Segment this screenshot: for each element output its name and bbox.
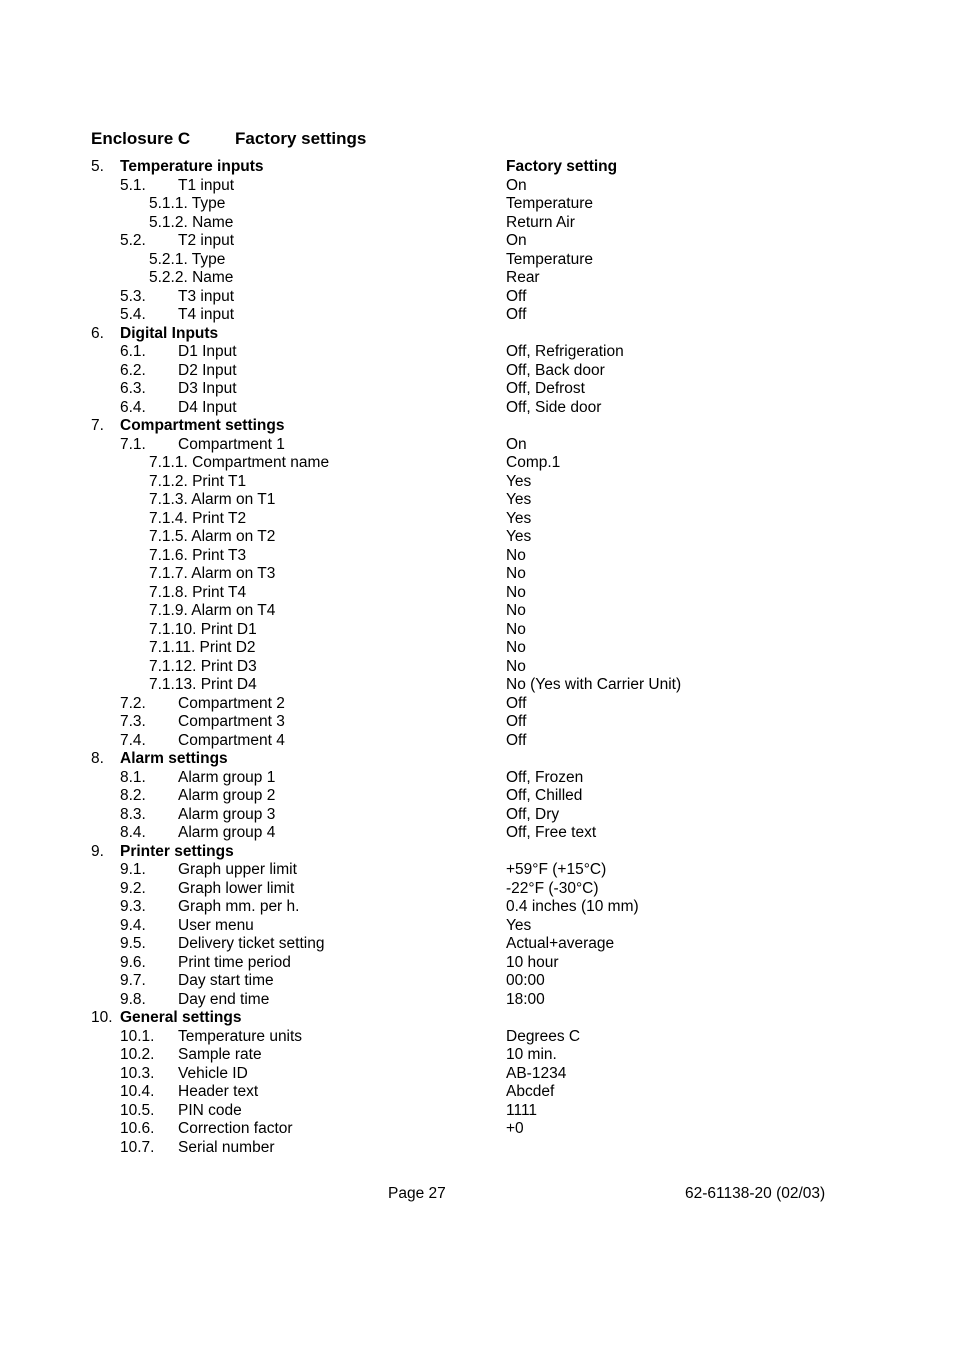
setting-label: 7.1.1. Compartment name [149,454,330,471]
item-number: 7. [91,417,104,434]
setting-row [0,824,954,843]
item-number: 6.3. [120,380,146,397]
setting-row [0,880,954,899]
setting-value: Abcdef [506,1083,555,1100]
setting-label: 7.1.9. Alarm on T4 [149,602,276,619]
setting-label: Temperature units [178,1027,303,1045]
setting-row [0,658,954,677]
setting-row [0,510,954,529]
setting-label: Day end time [178,990,270,1008]
setting-label: Graph lower limit [178,879,295,897]
setting-label: Delivery ticket setting [178,935,325,952]
setting-row [0,732,954,751]
setting-label: T4 input [178,306,235,323]
setting-label: T1 input [178,176,235,194]
setting-value: Yes [506,916,532,934]
setting-row [0,232,954,251]
section-heading: Digital Inputs [120,324,219,342]
item-number: 5.3. [120,287,146,305]
item-number: 9.3. [120,898,146,915]
item-number: 10.7. [120,1138,155,1156]
setting-label: 7.1.8. Print T4 [149,583,247,601]
setting-label: Correction factor [178,1120,293,1137]
setting-value: +59°F (+15°C) [506,861,607,878]
setting-value: 0.4 inches (10 mm) [506,898,639,915]
section-heading: Compartment settings [120,417,285,434]
setting-label: 7.1.3. Alarm on T1 [149,491,276,508]
setting-label: 7.1.10. Print D1 [149,620,257,638]
setting-label: D3 Input [178,380,237,397]
setting-row [0,528,954,547]
item-number: 5.2. [120,232,146,249]
section-heading: Temperature inputs [120,158,264,175]
setting-row [0,436,954,455]
page-number: Page 27 [388,1185,446,1202]
setting-value: Off, Refrigeration [506,343,624,360]
item-number: 9.4. [120,916,146,934]
setting-row [0,399,954,418]
setting-value: +0 [506,1120,524,1137]
setting-value: No [506,602,526,619]
section-row [0,417,954,436]
section-row [0,750,954,769]
setting-label: Print time period [178,953,291,971]
setting-row [0,565,954,584]
setting-label: T3 input [178,287,235,305]
setting-label: Alarm group 4 [178,824,276,841]
section-row [0,1009,954,1028]
setting-row [0,806,954,825]
item-number: 5. [91,158,104,175]
item-number: 10. [91,1009,113,1026]
setting-value: 10 min. [506,1046,557,1063]
item-number: 10.5. [120,1101,155,1119]
setting-value: Off [506,287,527,305]
setting-row [0,1102,954,1121]
setting-value: No [506,639,526,656]
setting-value: Yes [506,528,532,545]
setting-label: 7.1.13. Print D4 [149,676,257,693]
setting-row [0,491,954,510]
setting-label: 7.1.7. Alarm on T3 [149,565,276,582]
setting-label: 7.1.5. Alarm on T2 [149,528,276,545]
setting-label: Serial number [178,1138,275,1156]
section-row [0,158,954,177]
item-number: 8.2. [120,787,146,804]
setting-row [0,269,954,288]
item-number: 9.8. [120,990,146,1008]
setting-row [0,972,954,991]
setting-value: Off, Side door [506,398,602,416]
item-number: 6. [91,324,104,342]
setting-row [0,547,954,566]
item-number: 7.3. [120,713,146,730]
setting-value: 1111 [506,1101,538,1119]
setting-row [0,473,954,492]
setting-value: Off [506,306,527,323]
setting-value: Degrees C [506,1027,581,1045]
item-number: 10.1. [120,1027,155,1045]
item-number: 6.1. [120,343,146,360]
section-row [0,843,954,862]
page-heading [91,129,367,149]
setting-row [0,214,954,233]
setting-row [0,898,954,917]
setting-row [0,1083,954,1102]
setting-label: 5.1.1. Type [149,195,226,212]
setting-row [0,454,954,473]
setting-row [0,177,954,196]
item-number: 7.4. [120,731,146,749]
item-number: 9.7. [120,972,146,989]
item-number: 9.1. [120,861,146,878]
setting-label: 7.1.6. Print T3 [149,546,247,564]
setting-row [0,288,954,307]
setting-row [0,306,954,325]
setting-label: Alarm group 2 [178,787,276,804]
setting-value: Rear [506,269,540,286]
setting-row [0,676,954,695]
setting-row [0,935,954,954]
setting-value: 10 hour [506,953,559,971]
item-number: 9. [91,842,104,860]
item-number: 7.2. [120,694,146,712]
setting-label: Compartment 1 [178,435,285,453]
item-number: 8.4. [120,824,146,841]
setting-value: Temperature [506,250,594,268]
setting-row [0,251,954,270]
setting-label: 5.1.2. Name [149,213,234,231]
column-header-factory-setting: Factory setting [506,158,618,175]
setting-value: Off, Chilled [506,787,583,804]
setting-label: 5.2.1. Type [149,250,226,268]
setting-row [0,621,954,640]
setting-value: 18:00 [506,990,545,1008]
setting-value: Off [506,694,527,712]
setting-label: Header text [178,1083,259,1100]
setting-value: AB-1234 [506,1064,567,1082]
setting-label: 7.1.4. Print T2 [149,509,247,527]
setting-row [0,584,954,603]
section-title: Factory settings [235,129,367,148]
setting-value: Yes [506,472,532,490]
setting-row [0,1120,954,1139]
setting-row [0,639,954,658]
item-number: 10.2. [120,1046,155,1063]
settings-list [0,158,954,1157]
setting-label: User menu [178,916,254,934]
setting-value: No [506,565,526,582]
item-number: 9.5. [120,935,146,952]
item-number: 9.2. [120,879,146,897]
item-number: 8. [91,750,104,767]
item-number: 8.3. [120,805,146,823]
setting-value: Return Air [506,213,575,231]
setting-label: D1 Input [178,343,237,360]
enclosure-label: Enclosure C [91,129,191,148]
item-number: 10.6. [120,1120,155,1137]
item-number: 5.1. [120,176,146,194]
setting-value: Temperature [506,195,594,212]
setting-label: Compartment 4 [178,731,285,749]
setting-label: PIN code [178,1101,242,1119]
setting-value: Off [506,731,527,749]
item-number: 10.3. [120,1064,155,1082]
setting-label: Compartment 2 [178,694,285,712]
setting-value: 00:00 [506,972,545,989]
setting-label: Sample rate [178,1046,262,1063]
item-number: 5.4. [120,306,146,323]
setting-row [0,1065,954,1084]
setting-row [0,954,954,973]
setting-value: Yes [506,509,532,527]
item-number: 7.1. [120,435,146,453]
setting-label: Alarm group 3 [178,805,276,823]
setting-row [0,343,954,362]
section-heading: Alarm settings [120,750,228,767]
item-number: 10.4. [120,1083,155,1100]
setting-row [0,917,954,936]
setting-label: Alarm group 1 [178,768,276,786]
section-heading: Printer settings [120,842,234,860]
setting-value: Off [506,713,527,730]
setting-row [0,602,954,621]
setting-value: On [506,176,527,194]
setting-row [0,380,954,399]
setting-value: No [506,620,526,638]
setting-value: Off, Frozen [506,768,584,786]
setting-value: On [506,232,527,249]
setting-value: Yes [506,491,532,508]
setting-value: Comp.1 [506,454,561,471]
section-heading: General settings [120,1009,242,1026]
setting-row [0,1046,954,1065]
setting-label: 7.1.2. Print T1 [149,472,247,490]
setting-label: 7.1.11. Print D2 [149,639,256,656]
setting-label: D4 Input [178,398,237,416]
setting-row [0,695,954,714]
setting-label: Graph upper limit [178,861,297,878]
setting-value: No [506,583,526,601]
setting-row [0,769,954,788]
setting-value: No [506,546,526,564]
setting-row [0,787,954,806]
item-number: 6.2. [120,361,146,379]
setting-label: Vehicle ID [178,1064,248,1082]
setting-label: Day start time [178,972,274,989]
setting-value: No (Yes with Carrier Unit) [506,676,682,693]
setting-value: Off, Free text [506,824,597,841]
item-number: 8.1. [120,768,146,786]
setting-value: Actual+average [506,935,615,952]
setting-value: Off, Dry [506,805,560,823]
setting-row [0,713,954,732]
setting-value: No [506,657,526,675]
setting-row [0,362,954,381]
setting-label: 7.1.12. Print D3 [149,657,257,675]
setting-value: Off, Back door [506,361,605,379]
section-row [0,325,954,344]
setting-value: -22°F (-30°C) [506,879,599,897]
setting-label: T2 input [178,232,235,249]
setting-value: Off, Defrost [506,380,585,397]
setting-row [0,195,954,214]
item-number: 6.4. [120,398,146,416]
setting-row [0,1028,954,1047]
setting-row [0,1139,954,1158]
setting-label: D2 Input [178,361,237,379]
setting-label: Compartment 3 [178,713,285,730]
document-id: 62-61138-20 (02/03) [685,1185,826,1202]
setting-label: 5.2.2. Name [149,269,234,286]
setting-label: Graph mm. per h. [178,898,300,915]
setting-value: On [506,435,527,453]
setting-row [0,861,954,880]
setting-row [0,991,954,1010]
item-number: 9.6. [120,953,146,971]
